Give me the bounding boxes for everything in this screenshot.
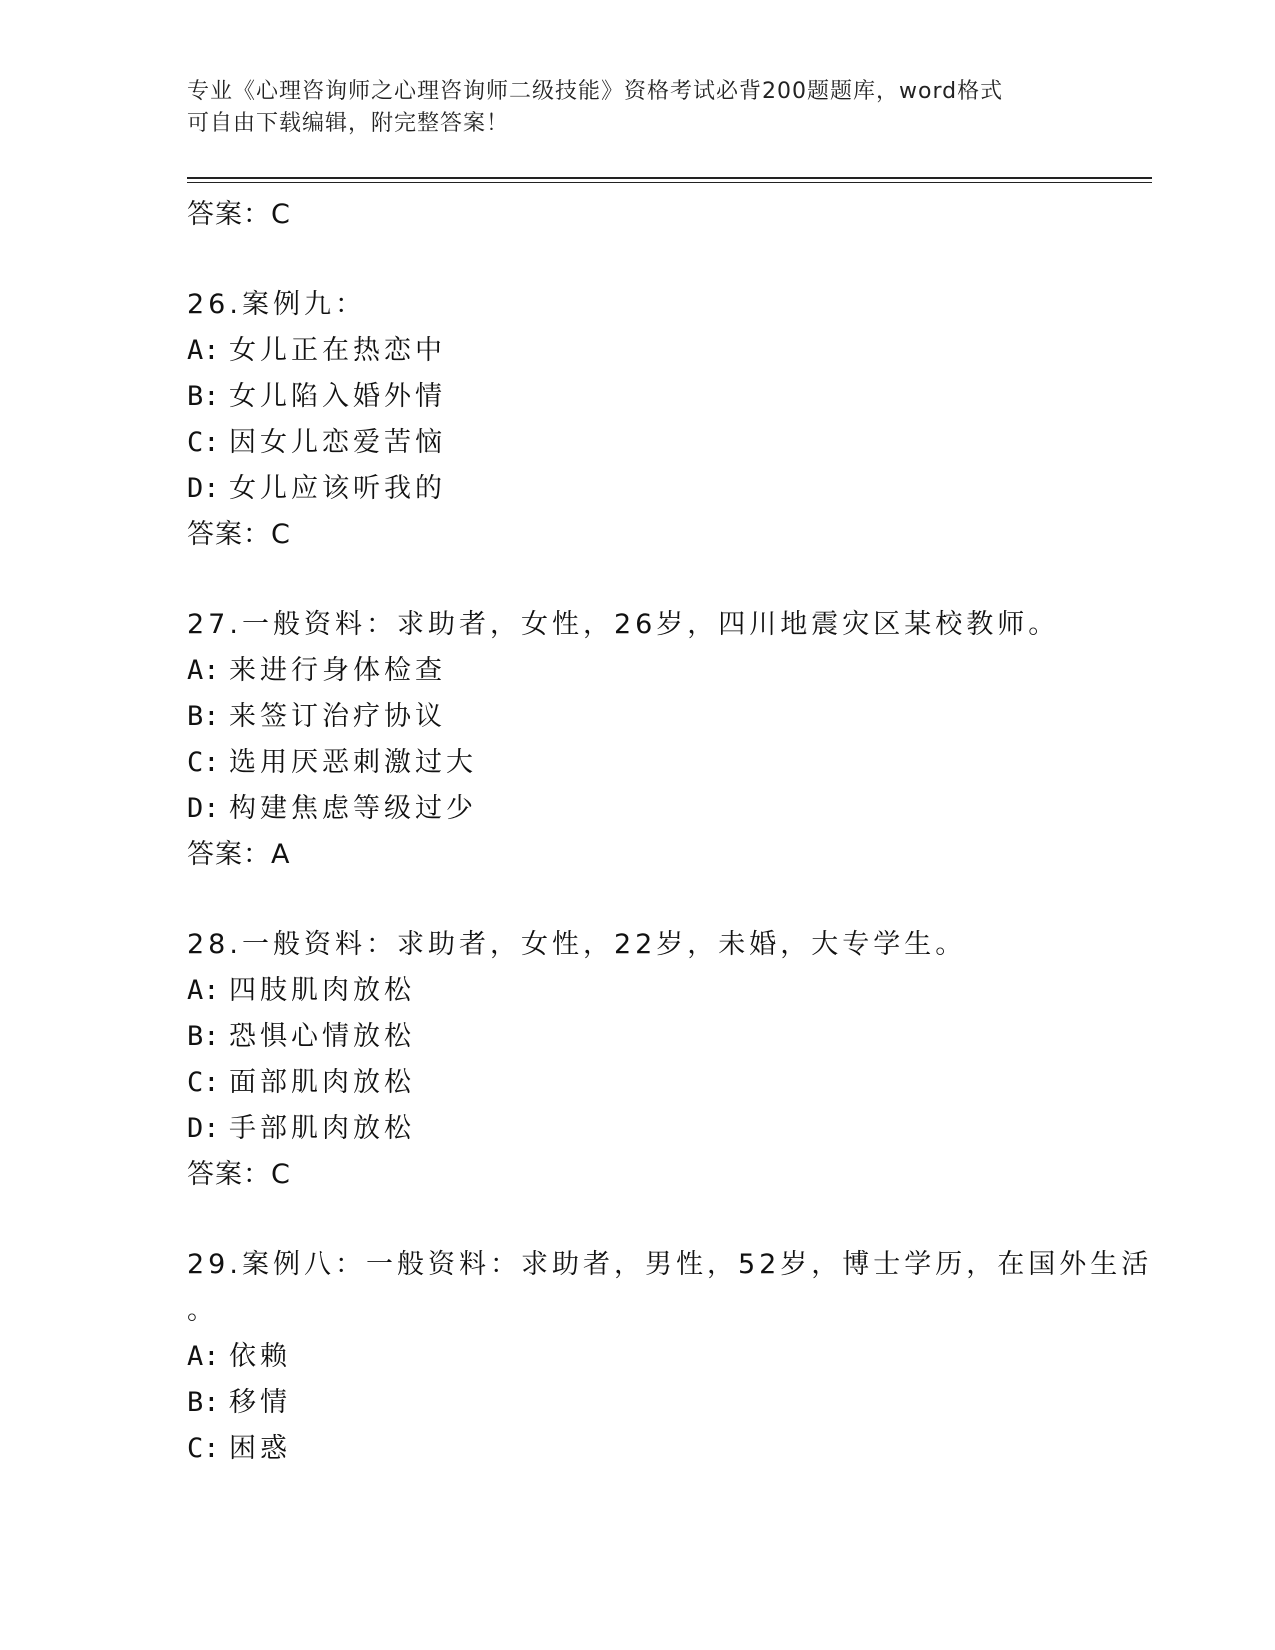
option-c (187, 1060, 1147, 1106)
question-stem: 26.案例九： (187, 289, 366, 320)
question-list (187, 192, 1153, 1472)
option-text: 来签订治疗协议 (229, 701, 446, 732)
option-b (187, 374, 1147, 420)
option-a (187, 328, 1147, 374)
option-letter: A: (187, 335, 220, 366)
option-letter: D: (187, 793, 220, 824)
option-letter: A: (187, 655, 220, 686)
option-a (187, 1334, 1147, 1380)
question-block (187, 602, 1147, 878)
option-letter: C: (187, 427, 220, 458)
question-block (187, 282, 1147, 558)
question-block (187, 922, 1147, 1198)
option-letter: C: (187, 747, 220, 778)
option-d (187, 466, 1147, 512)
option-text: 移情 (229, 1387, 291, 1418)
option-letter: B: (187, 1021, 220, 1052)
option-a (187, 968, 1147, 1014)
option-text: 女儿正在热恋中 (229, 335, 446, 366)
option-d (187, 1106, 1147, 1152)
question-stem: 29.案例八：一般资料：求助者，男性，52岁，博士学历，在国外生活 (187, 1249, 1153, 1280)
option-c (187, 740, 1147, 786)
option-a (187, 648, 1147, 694)
question-stem: 27.一般资料：求助者，女性，26岁，四川地震灾区某校教师。 (187, 609, 1060, 640)
option-text: 困惑 (229, 1433, 291, 1464)
question-stem: 28.一般资料：求助者，女性，22岁，未婚，大专学生。 (187, 929, 967, 960)
answer-line (187, 192, 1147, 238)
document-header (187, 76, 1087, 140)
option-letter: C: (187, 1433, 220, 1464)
option-b (187, 1014, 1147, 1060)
option-letter: C: (187, 1067, 220, 1098)
option-letter: D: (187, 473, 220, 504)
option-letter: A: (187, 975, 220, 1006)
spacer (187, 238, 1147, 282)
answer-value: C (271, 1159, 291, 1190)
option-c (187, 1426, 1147, 1472)
option-letter: A: (187, 1341, 220, 1372)
option-text: 选用厌恶刺激过大 (229, 747, 477, 778)
spacer (187, 878, 1147, 922)
answer-line (187, 1152, 1147, 1198)
option-d (187, 786, 1147, 832)
header-line-2: 可自由下载编辑，附完整答案！ (187, 111, 510, 136)
option-letter: B: (187, 1387, 220, 1418)
option-text: 来进行身体检查 (229, 655, 446, 686)
answer-label: 答案： (187, 199, 271, 230)
option-text: 构建焦虑等级过少 (229, 793, 477, 824)
answer-label: 答案： (187, 1159, 271, 1190)
option-b (187, 694, 1147, 740)
answer-value: C (271, 199, 291, 230)
option-letter: B: (187, 381, 220, 412)
option-text: 手部肌肉放松 (229, 1113, 415, 1144)
option-letter: B: (187, 701, 220, 732)
question-block (187, 1242, 1153, 1472)
header-line-1: 专业《心理咨询师之心理咨询师二级技能》资格考试必背200题题库，word格式 (187, 79, 1004, 104)
option-text: 女儿应该听我的 (229, 473, 446, 504)
option-text: 恐惧心情放松 (229, 1021, 415, 1052)
option-text: 因女儿恋爱苦恼 (229, 427, 446, 458)
option-letter: D: (187, 1113, 220, 1144)
option-text: 面部肌肉放松 (229, 1067, 415, 1098)
option-text: 依赖 (229, 1341, 291, 1372)
answer-value: C (271, 519, 291, 550)
answer-value: A (271, 839, 291, 870)
option-text: 女儿陷入婚外情 (229, 381, 446, 412)
header-divider-thick (187, 177, 1152, 179)
option-b (187, 1380, 1147, 1426)
option-text: 四肢肌肉放松 (229, 975, 415, 1006)
answer-line (187, 512, 1147, 558)
answer-label: 答案： (187, 519, 271, 550)
option-c (187, 420, 1147, 466)
question-stem-wrap: 。 (187, 1295, 214, 1326)
spacer (187, 558, 1147, 602)
header-divider-thin (187, 182, 1152, 183)
answer-line (187, 832, 1147, 878)
answer-label: 答案： (187, 839, 271, 870)
spacer (187, 1198, 1147, 1242)
